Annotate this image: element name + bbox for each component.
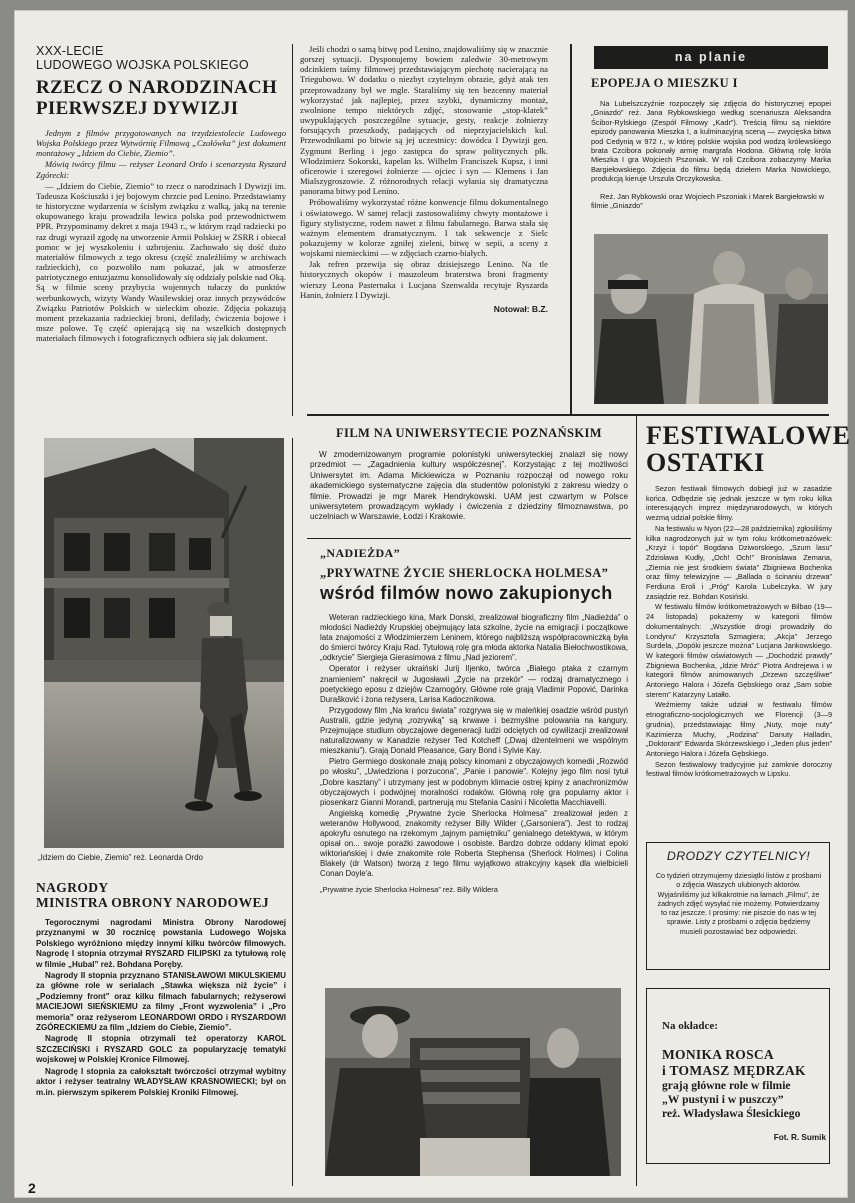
festiwal-p1: Sezon festiwali filmowych dobiegł już w zasadzie końca. Odbędzie się jednak jeszcze w tym roku kilka interesujących imprez międzynarodowych, w których wezmą udział polskie filmy. <box>646 484 832 523</box>
article-lead-2: Mówią twórcy filmu — reżyser Leonard Ordo i scenarzysta Ryszard Zgórecki: <box>36 159 286 180</box>
article-uniwersytet <box>310 426 628 524</box>
okladka-name-1: MONIKA ROSCA <box>662 1047 774 1062</box>
epopeja-body: Na Lubelszczyźnie rozpoczęły się zdjęcia do historycznej epopei „Gniazdo” reż. Jana Rybkowskiego według scenariusza Aleksandra Ścibor-Rylskiego (Zespół Filmowy „Kadr”). Treścią filmu są niektóre epizody panowania Mieszka I, a kulminacyjną sceną — zwycięska bitwa pod Cedynią w 972 r., w której polskie wojska pod wodzą królewskiego brata Czcibora pokonały armię margrafa Hodona. Główną rolę króla Mieszka I gra Wojciech Pszoniak. W roli Czcibora zobaczymy Marka Bargiełowskiego. Zdjęcia do filmu będą dziełem Marka Nowickiego, produkcją kieruje Urszula Orczykowska. <box>591 99 831 184</box>
okladka-name-2: i TOMASZ MĘDRZAK <box>662 1063 806 1078</box>
column-rule <box>636 416 637 1186</box>
nagrody-p2: Nagrody II stopnia przyznano STANISŁAWOWI MIKULSKIEMU za główne role w serialach „Stawka większa niż życie” i „Podziemny front” oraz kilku filmach fabularnych; reżyserowi MACIEJOWI SIEŃSKIEMU za filmy „Front wyzwolenia” i „Pro memoria” oraz reżyserom LEONARDOWI ORDO i RYSZARDOWI ZGÓRECKIEMU za film „Idziem do Ciebie, Ziemio”. <box>36 971 286 1033</box>
article-festiwal <box>646 421 851 780</box>
nagrody-title-2: MINISTRA OBRONY NARODOWEJ <box>36 895 270 910</box>
article-rzecz-column-2 <box>300 44 548 314</box>
festiwal-p5: Sezon festiwalowy tradycyjnie już zamknie doroczny festiwal filmów krótkometrażowych w Lipsku. <box>646 759 832 779</box>
photo-soldier <box>44 438 284 848</box>
column-rule <box>570 44 572 416</box>
okladka-label: Na okładce: <box>662 1020 718 1032</box>
article-body-1: — „Idziem do Ciebie, Ziemio” to rzecz o narodzinach I Dywizji im. Tadeusza Kościuszki i jej bojowym chrzcie pod Lenino. Przedstawiamy te historyczne wydarzenia w ścisłym związku z walką, jaką na terenie okupowanego kraju prowadziła lewica polska pod przewodnictwem PPR. Przypominamy dekret z maja 1943 r., w którym rząd radziecki po raz drugi wyraził zgodę na utworzenie Armii Polskiej w ZSRR i obiecał pomoc w jej wyszkoleniu i uzbrojeniu. Zachowało się dość dużo materiałów filmowych z tego okresu (część znaleźliśmy w archiwach radzieckich), co pozwoliło nam pokazać, jak w atmosferze patriotycznego entuzjazmu konsolidowały się oddziały polskie nad Oką. Są w filmie sceny przybycia wojennych tułaczy do punktów werbunkowych, wizyty Wandy Wasilewskiej oraz innych przywódców Związku Patriotów Polskich w sieleckim obozie. Zdjęcia pokazują moment przekazania radzieckiej broni, defilady, ćwiczenia bojowe i msze polowe. Tę część opierającą się na wszelkich dostępnych materiałach filmowych i fotograficznych odbiera się jak dokument. <box>36 180 286 344</box>
article-nagrody <box>36 880 286 1099</box>
zakupione-p5: Angielską komedię „Prywatne życie Sherlocka Holmesa” zrealizował jeden z weteranów Hollywood, znakomity reżyser Billy Wilder („Garsoniera”). Jest to rodzaj apokryfu osnutego na rzekomym „tajnym pamiętniku” genialnego detektywa, w którym opisał on... swoje porażki zawodowe i osobiste. Bardzo dobrze oddany klimat epoki wiktoriańskiej i dwie znakomite role Roberta Stephensa (Sherlock Holmes) i Colina Blakely (dr Watson) tworzą z tego filmu wyjątkowo atrakcyjny kąsek dla wielbicieli Conan Doyle'a. <box>320 808 628 879</box>
article-kicker-2: LUDOWEGO WOJSKA POLSKIEGO <box>36 58 249 72</box>
okladka-line-2: „W pustyni i w puszczy” <box>662 1093 784 1106</box>
czytelnicy-content <box>655 849 822 936</box>
soldier-photo-illustration <box>44 438 284 848</box>
article-epopeja <box>591 76 831 211</box>
article-lead: Jednym z filmów przygotowanych na trzydziestolecie Ludowego Wojska Polskiego przez Wytwórnię Filmową „Czołówka” jest dokument montażowy „Idziem do Ciebie, Ziemio”. <box>36 128 286 159</box>
okladka-line-1: grają główne role w filmie <box>662 1079 791 1092</box>
column-rule <box>292 44 293 416</box>
column-rule <box>292 438 293 1186</box>
epopeja-title: EPOPEJA O MIESZKU I <box>591 76 738 90</box>
section-rule <box>307 538 631 539</box>
naplanie-banner <box>594 46 828 69</box>
caption-soldier-photo: „Idziem do Ciebie, Ziemio” reż. Leonarda Ordo <box>38 853 203 862</box>
nagrody-title-1: NAGRODY <box>36 880 109 895</box>
nagrody-p4: Nagrodę I stopnia za całokształt twórczości otrzymał wybitny aktor i reżyser teatralny WŁADYSŁAW KRASNOWIECKI; był on m.in. pierwszym spikerem Polskiej Kroniki Filmowej. <box>36 1066 286 1097</box>
gniazdo-photo-illustration <box>594 234 828 404</box>
okladka-line-3: reż. Władysława Ślesickiego <box>662 1107 801 1120</box>
festiwal-title-1: FESTIWALOWE <box>646 421 851 450</box>
zakupione-p4: Pietro Germiego doskonale znają polscy kinomani z obyczajowych komedii „Rozwód po włosku”, „Uwiedziona i porzucona”, „Panie i panowie”. Kolejny jego film nosi tytuł „Dobre kasztany” i utrzymany jest w podobnym klimacie ostrej kpiny z anachronizmów obyczajowych i podwójnej moralności rodaków. Główną rolę gra popularny aktor i piosenkarz Gianni Morandi, partnerują mu Stefania Casini i Nicoletta Macchiavelli. <box>320 757 628 807</box>
naplanie-banner-label: na planie <box>674 50 748 64</box>
article-kicker-1: XXX-LECIE <box>36 44 104 58</box>
uniwersytet-title: FILM NA UNIWERSYTECIE POZNAŃSKIM <box>336 426 602 440</box>
zakupione-p1: Weteran radzieckiego kina, Mark Donski, zrealizował biograficzny film „Nadieżda” o młodości Nadieżdy Krupskiej obejmujący lata szkolne, życie na emigracji i początkowe lata znajomości z Włodzimierzem Leninem, którego najbliższą współpracowniczką była do śmierci twórcy Kraju Rad. Tytułową rolę gra młoda aktorka Natalia Biełochwostikowa, „odkrycie” Siergieja Gierasimowa z filmu „Nad jeziorem”. <box>320 613 628 663</box>
section-rule <box>307 414 829 416</box>
article-body-3: Próbowaliśmy wykorzystać różne konwencje filmu dokumentalnego i oświatowego. W samej relacji zastosowaliśmy chwyty montażowe i figury stylistyczne, rodem nawet z filmu fabularnego. Barwa stała się ważnym elementem dramatycznym. I tak sekwencje z Sielc pokazujemy w kolorze zgniłej zieleni, bitwę w sepii, a sceny z wojskami niemieckimi — w zdjęciach czarno-białych. <box>300 197 548 259</box>
zakupione-caption: „Prywatne życie Sherlocka Holmesa” reż. Billy Wildera <box>320 885 498 895</box>
zakupione-p3: Przygodowy film „Na krańcu świata” rozgrywa się w maleńkiej osadzie wśród pustyń Australii, gdzie jedyną „rozrywką” są krwawe i bezmyślne polowania na kangury. Przejmujące studium obyczajowe degeneracji ludzi odciętych od cywilizacji zrealizował naturalizowany w Kanadzie reżyser Ted Kotcheff („Dwaj dżentelmeni we wspólnym mieszkaniu”). Grają Donald Pleasance, Gary Bond i Sylvie Kay. <box>320 705 628 756</box>
zakupione-title-2: „PRYWATNE ŻYCIE SHERLOCKA HOLMESA” <box>320 566 609 580</box>
article-body-2: Jeśli chodzi o samą bitwę pod Lenino, znajdowaliśmy się w znacznie gorszej sytuacji. Dysponujemy bowiem zaledwie 30-metrowym odcinkiem taśmy filmowej przedstawiającym piechotę nacierającą na Triegubowo. W dodatku o niezbyt czytelnym obrazie, gdyż atak ten przeprowadzany był we mgle. Staraliśmy się ten bezcenny materiał wykorzystać jak najlepiej, przez szybki, dynamiczny montaż, zwolnione tempo niektórych zdjęć, stosowanie „stop-klatek” uwypuklających poszczególne sytuacje, gesty, reakcje żołnierzy forsujących przeszkody, padających od nieprzyjacielskich kul. Przewodnikami po bitwie są jej uczestnicy: dowódca I Dywizji gen. Zygmunt Berling i jego zastępca do spraw politycznych płk. Włodzimierz Sokorski, kapelan ks. Wilhelm Franciszek Kupsz, i inni oficerowie i szeregowi żołnierze — ojciec i syn — Klemens i Jan Mialszygroszowie. Z różnorodnych relacji wyłania się dramatyczna panorama bitwy pod Lenino. <box>300 44 548 197</box>
page-number: 2 <box>28 1180 36 1196</box>
photo-sherlock <box>325 988 621 1176</box>
zakupione-title-1: „NADIEŻDA” <box>320 546 401 560</box>
czytelnicy-title: DRODZY CZYTELNICY! <box>666 849 811 863</box>
festiwal-title-2: OSTATKI <box>646 448 765 477</box>
zakupione-p2: Operator i reżyser ukraiński Jurij Iljenko, twórca „Białego ptaka z czarnym znamieniem” nakręcił w Jugosławii „Życie na przekór” — rodzaj dramatycznego i poetyckiego eposu z dziejów Czarnogóry. Główne role grają Vladimir Popović, Darinka Durašković i żona reżysera, Larisa Kadocznikowa. <box>320 664 628 704</box>
nagrody-p1: Tegorocznymi nagrodami Ministra Obrony Narodowej przyznanymi w 30 rocznicę powstania Ludowego Wojska Polskiego wyróżniono między innymi kilku twórców filmowych. Nagrodę I stopnia otrzymał RYSZARD FILIPSKI za tytułową rolę w filmie „Hubal” reż. Bohdana Poręby. <box>36 918 286 969</box>
festiwal-p3: W festiwalu filmów krótkometrażowych w Bilbao (19—24 listopada) pokażemy w kategorii filmów dokumentalnych: „Wszystkie drogi prowadziły do Londynu” Krzysztofa Szmagiera; „Akcja” Jerzego Surdela, „Dopóki jeszcze można” Lucjana Jankowskiego. W kategorii filmów oświatowych — „Dochodzić prawdy” Zbigniewa Bochenka, „Idzie Mróz” Piotra Andrejewa i w kategorii filmów animowanych „Drzewo szczęśliwe” Antoniego Halora i Józefa Gębskiego oraz „Sam sobie sterem” Katarzyny Latałło. <box>646 602 832 699</box>
article-title-line-2: PIERWSZEJ DYWIZJI <box>36 98 239 119</box>
sherlock-photo-illustration <box>325 988 621 1176</box>
epopeja-caption: Reż. Jan Rybkowski oraz Wojciech Pszoniak i Marek Bargiełowski w filmie „Gniazdo” <box>591 191 825 211</box>
nagrody-p3: Nagrodę II stopnia otrzymali też operatorzy KAROL SZCZECIŃSKI i RYSZARD GOLC za popularyzację tematyki wojskowej w Polskiej Kronice Filmowej. <box>36 1034 286 1065</box>
festiwal-p2: Na festiwalu w Nyon (22—28 października) zgłosiliśmy kilka nagrodzonych już w tym roku krótkometrażówek: „Krzyż i topór” Bogdana Dziworskiego, „Szum lasu” Zdzisława Kudły, „Och! Och!” Bronisława Zemana, „Ziemia nie jest środkiem świata” Zbigniewa Bochenka oraz filmy telewizyjne — „Ballada o ścinaniu drzewa” Ferdiuna Eroli i „Próg” Karola Lubelczyka. W jury zasiądzie reż. Bohdan Kosiński. <box>646 523 832 601</box>
festiwal-p4: Weźmiemy także udział w festiwalu filmów etnograficzno-socjologicznych we Florencji (3—9 grudnia), przedstawiając filmy „Nuty, moje nuty” Kazimierza Muchy, „Rodzina” Danuty Halladin, „Doktorant” Edwarda Skórzewskiego i „Jeden plus jeden” Antoniego Halora i Józefa Gębskiego. <box>646 700 832 758</box>
uniwersytet-body: W zmodernizowanym programie polonistyki uniwersyteckiej znalazł się nowy przedmiot — „Zagadnienia kultury współczesnej”. Korzystając z tej możliwości Uniwersytet im. Adama Mickiewicza w Poznaniu rozpoczął od nowego roku akademickiego systematyczne zajęcia dla studentów polonistyki z zakresu wiedzy o filmie. Prowadzi je mgr Marek Hendrykowski. UAM jest czwartym w Polsce uniwersytetem prowadzącym wykłady i ćwiczenia z dziedziny filmoznawstwa, po uczelniach w Warszawie, Łodzi i Krakowie. <box>310 450 628 522</box>
article-rzecz-o-narodzinach <box>36 44 286 344</box>
article-signature: Notował: B.Z. <box>493 303 548 314</box>
article-title-line-1: RZECZ O NARODZINACH <box>36 77 278 98</box>
okladka-content <box>662 1020 826 1142</box>
article-body-4: Jak refren przewija się obraz dzisiejszego Lenino. Na tle historycznych okopów i mauzoleum braterstwa broni fragmenty wierszy Leona Pasternaka i Lucjana Szenwalda recytuje Ryszarda Hanin, żołnierz I Dywizji. <box>300 259 548 300</box>
article-zakupione <box>320 546 628 895</box>
czytelnicy-body: Co tydzień otrzymujemy dziesiątki listów z prośbami o zdjęcia Waszych ulubionych aktorów. Wyjaśniliśmy już kilkakrotnie na łamach „Filmu”, że żadnych zdjęć wysyłać nie możemy. Potwierdzamy to raz jeszcze. I prosimy: nie piszcie do nas w tej sprawie. Listy z prośbami o zdjęcia będziemy musieli pozostawiać bez odpowiedzi. <box>655 871 822 936</box>
magazine-page <box>14 10 851 1198</box>
zakupione-title-3: wśród filmów nowo zakupionych <box>320 583 613 603</box>
photo-gniazdo <box>594 234 828 404</box>
okladka-photo-credit: Fot. R. Sumik <box>773 1133 826 1142</box>
